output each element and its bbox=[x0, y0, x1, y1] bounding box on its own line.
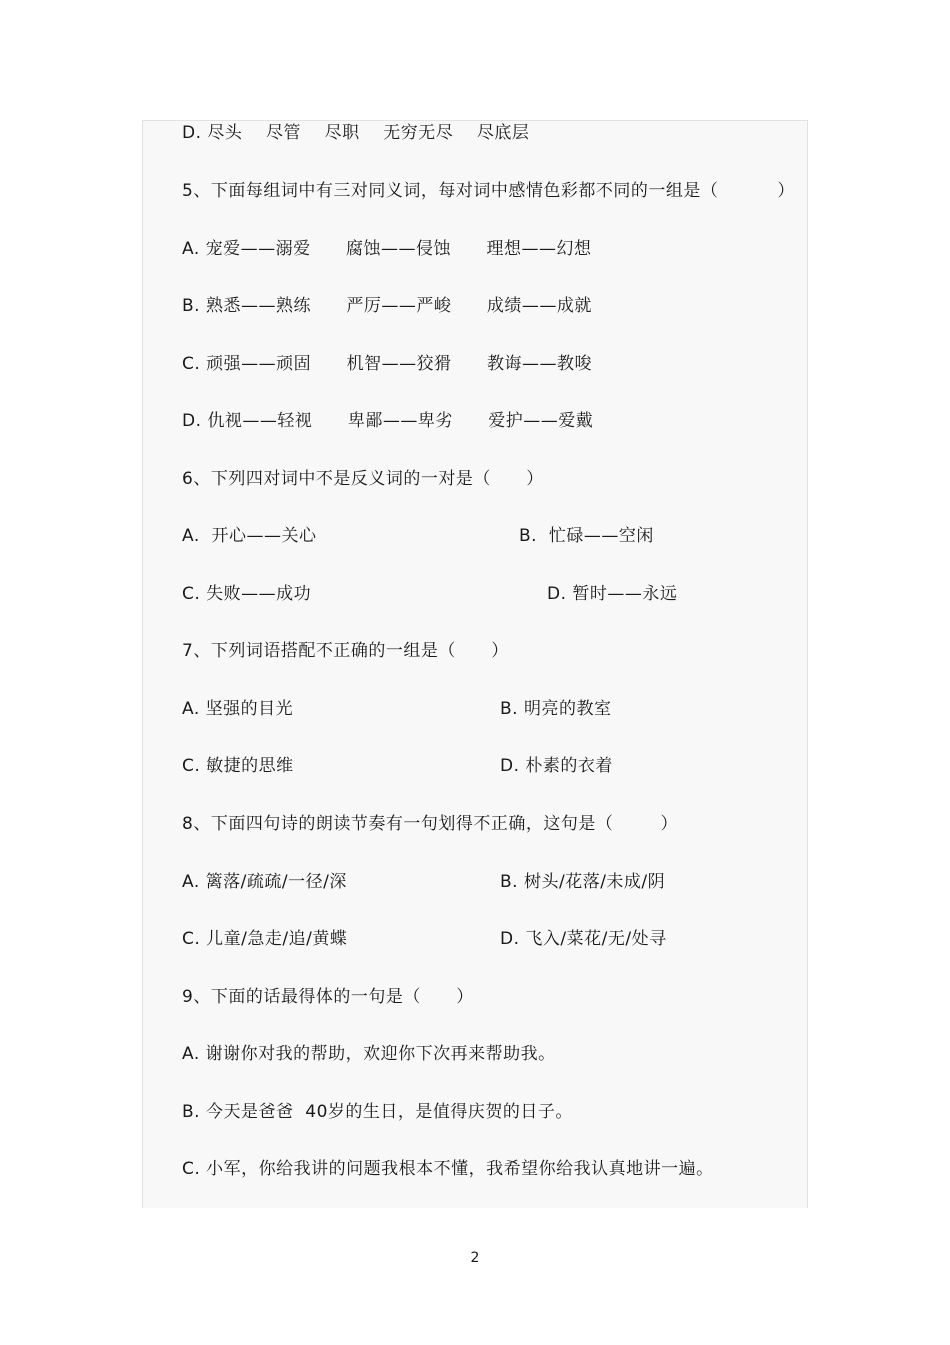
q6-option-b: B. 忙碌——空闲 bbox=[519, 526, 654, 546]
q8-option-d: D. 飞入/菜花/无/处寻 bbox=[500, 929, 667, 949]
q5-option-a: A. 宠爱——溺爱 腐蚀——侵蚀 理想——幻想 bbox=[182, 239, 592, 259]
q7-option-a: A. 坚强的目光 bbox=[182, 699, 294, 719]
q7-option-b: B. 明亮的教室 bbox=[500, 699, 612, 719]
q9-option-c: C. 小军，你给我讲的问题我根本不懂，我希望你给我认真地讲一遍。 bbox=[182, 1159, 714, 1179]
q5-option-b: B. 熟悉——熟练 严厉——严峻 成绩——成就 bbox=[182, 296, 592, 316]
q9-option-a: A. 谢谢你对我的帮助，欢迎你下次再来帮助我。 bbox=[182, 1044, 556, 1064]
q7-option-c: C. 敏捷的思维 bbox=[182, 756, 294, 776]
q5-option-c: C. 顽强——顽固 机智——狡猾 教诲——教唆 bbox=[182, 354, 593, 374]
question-9: 9、下面的话最得体的一句是（ ） bbox=[182, 987, 474, 1007]
question-7: 7、下列词语搭配不正确的一组是（ ） bbox=[182, 641, 509, 661]
question-5: 5、下面每组词中有三对同义词，每对词中感情色彩都不同的一组是（ ） bbox=[182, 181, 795, 201]
q6-option-d: D. 暂时——永远 bbox=[547, 584, 678, 604]
q9-option-b: B. 今天是爸爸 40岁的生日，是值得庆贺的日子。 bbox=[182, 1102, 573, 1122]
q8-option-c: C. 儿童/急走/追/黄蝶 bbox=[182, 929, 348, 949]
page-number: 2 bbox=[470, 1250, 480, 1266]
question-6: 6、下列四对词中不是反义词的一对是（ ） bbox=[182, 469, 544, 489]
q7-option-d: D. 朴素的衣着 bbox=[500, 756, 613, 776]
q4-option-d: D. 尽头 尽管 尽职 无穷无尽 尽底层 bbox=[182, 123, 530, 143]
q6-option-c: C. 失败——成功 bbox=[182, 584, 312, 604]
q5-option-d: D. 仇视——轻视 卑鄙——卑劣 爱护——爱戴 bbox=[182, 411, 594, 431]
question-8: 8、下面四句诗的朗读节奏有一句划得不正确，这句是（ ） bbox=[182, 814, 679, 834]
q8-option-b: B. 树头/花落/未成/阴 bbox=[500, 872, 666, 892]
q8-option-a: A. 篱落/疏疏/一径/深 bbox=[182, 872, 347, 892]
q6-option-a: A. 开心——关心 bbox=[182, 526, 317, 546]
